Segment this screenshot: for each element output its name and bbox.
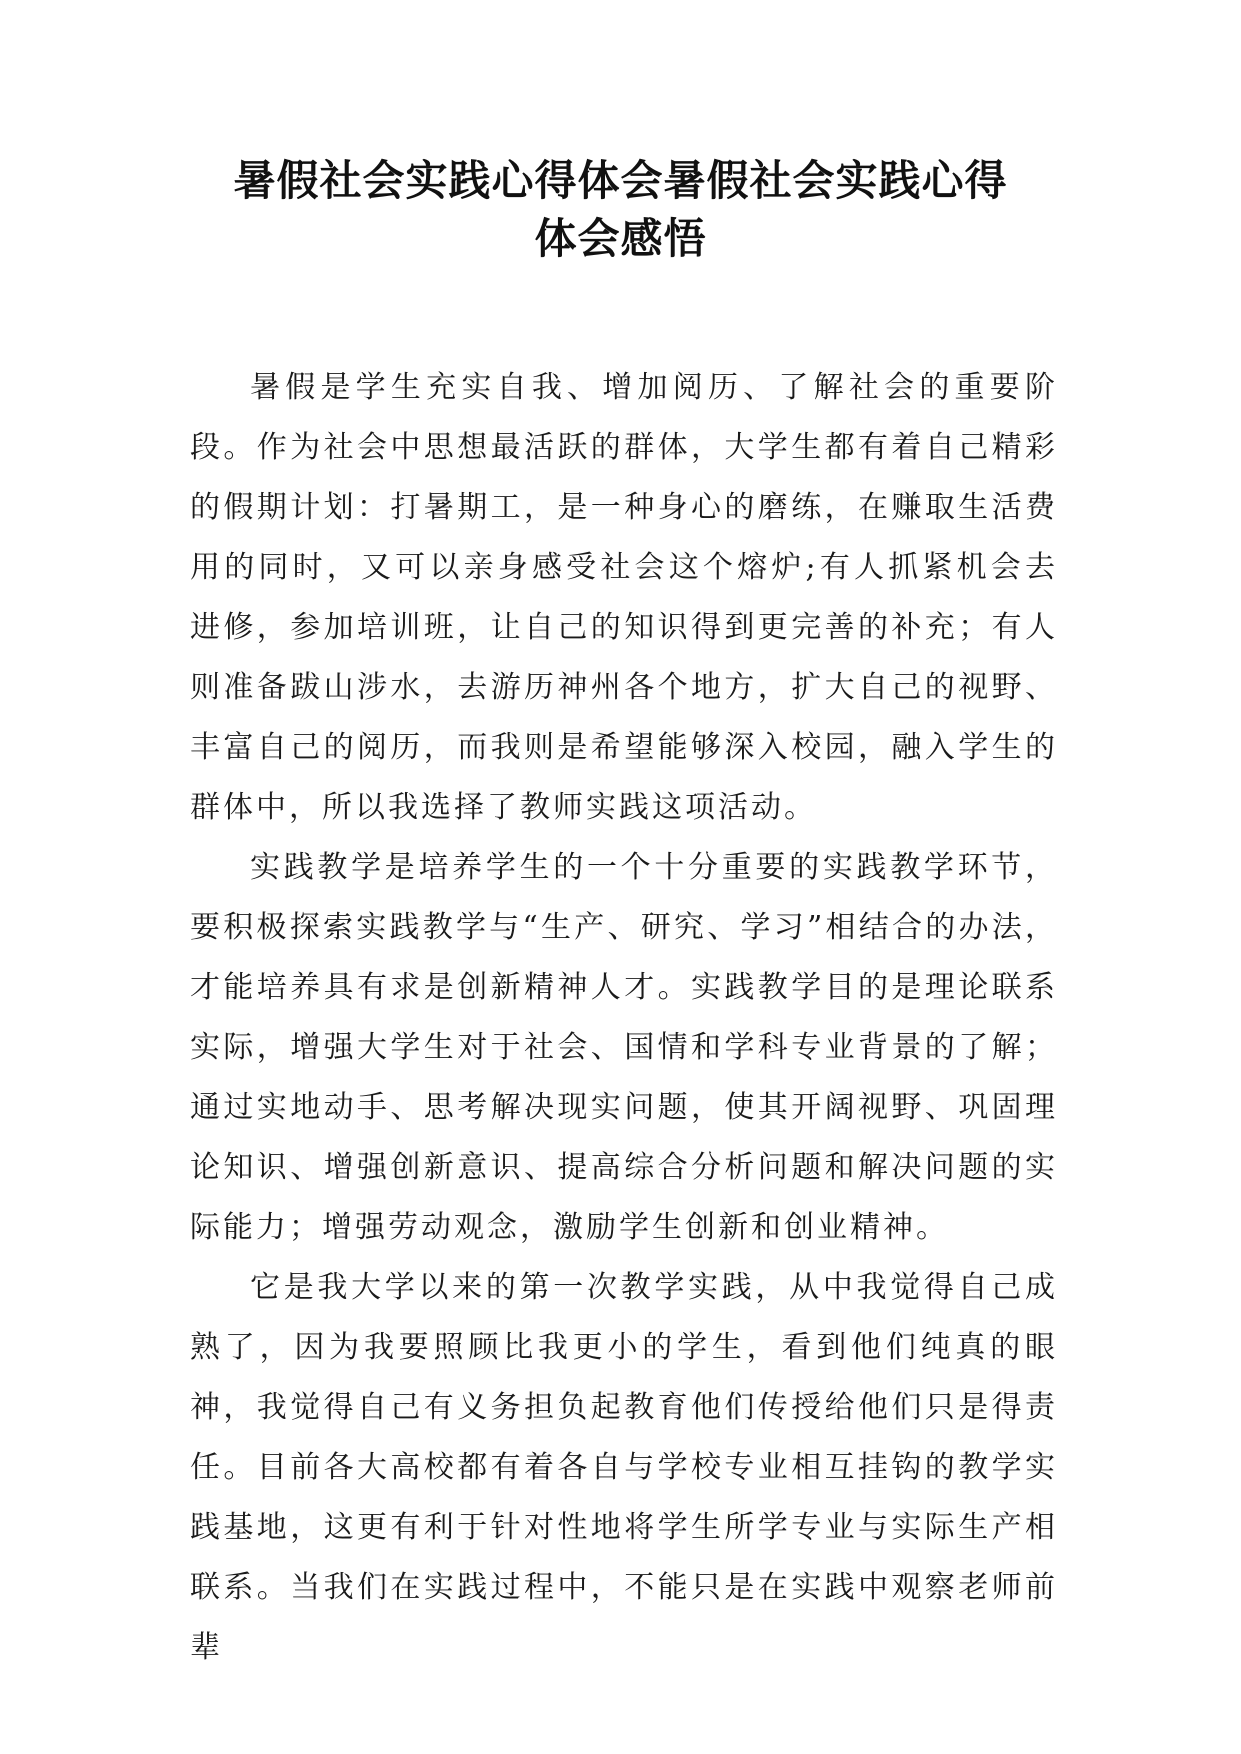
paragraph-3: 它是我大学以来的第一次教学实践，从中我觉得自己成熟了，因为我要照顾比我更小的学生，看到他们纯真的眼神，我觉得自己有义务担负起教育他们传授给他们只是得责任。目前各大高校都有着各自与学校专业相互挂钩的教学实践基地，这更有利于针对性地将学生所学专业与实际生产相联系。当我们在实践过程中，不能只是在实践中观察老师前辈: [190, 1270, 1058, 1665]
title-line-1: 暑假社会实践心得体会暑假社会实践心得: [233, 156, 1008, 205]
document-body: [190, 358, 1058, 1678]
paragraph-2: 实践教学是培养学生的一个十分重要的实践教学环节，要积极探索实践教学与“生产、研究、学习”相结合的办法，才能培养具有求是创新精神人才。实践教学目的是理论联系实际，增强大学生对于社会、国情和学科专业背景的了解；通过实地动手、思考解决现实问题，使其开阔视野、巩固理论知识、增强创新意识、提高综合分析问题和解决问题的实际能力；增强劳动观念，激励学生创新和创业精神。: [190, 850, 1058, 1245]
document-title: [150, 152, 1091, 268]
paragraph-1: 暑假是学生充实自我、增加阅历、了解社会的重要阶段。作为社会中思想最活跃的群体，大学生都有着自己精彩的假期计划：打暑期工，是一种身心的磨练，在赚取生活费用的同时，又可以亲身感受社会这个熔炉;有人抓紧机会去进修，参加培训班，让自己的知识得到更完善的补充；有人则准备跋山涉水，去游历神州各个地方，扩大自己的视野、丰富自己的阅历，而我则是希望能够深入校园，融入学生的群体中，所以我选择了教师实践这项活动。: [190, 370, 1058, 825]
title-line-2: 体会感悟: [534, 214, 707, 263]
